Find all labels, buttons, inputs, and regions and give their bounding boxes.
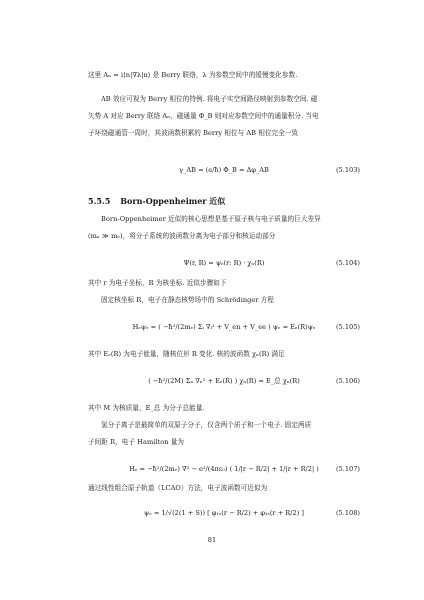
paragraph-h2-ion-line1: 氢分子离子是最简单的双原子分子，仅含两个质子和一个电子. 固定两质 [101, 421, 312, 429]
equation-body: Hₑψₑ = ( −ħ²/(2mₑ) Σᵢ ∇ᵢ² + V_en + V_ee ) ψₑ = Eₑ(R)ψₑ [132, 323, 316, 331]
equation-5-103 [88, 159, 360, 181]
equation-number: (5.103) [335, 166, 360, 174]
equation-5-107 [88, 458, 360, 480]
equation-5-104 [88, 252, 360, 274]
equation-number: (5.107) [335, 465, 360, 473]
equation-body: γ_AB = (e/ħ) Φ_B = Δφ_AB [179, 166, 269, 174]
paragraph-berry-connection: 这里 Aₙ = i⟨n|∇λ|n⟩ 是 Berry 联络，λ 为参数空间中的缓慢变化参数. [88, 71, 298, 79]
equation-body: ψₑ = 1/√(2(1 + S)) [ φ₁ₛ(r − R/2) + φ₁ₛ(r + R/2) ] [144, 509, 304, 517]
equation-number: (5.106) [335, 377, 360, 385]
equation-5-106 [88, 370, 360, 392]
paragraph-ab-line1: AB 效应可视为 Berry 相位的特例. 将电子实空间路径映射到参数空间. 磁 [101, 95, 318, 103]
paragraph-ab-line2: 矢势 A 对应 Berry 联络 Aₙ，磁通量 Φ_B 则对应参数空间中的通量积分. 当电 [88, 112, 319, 120]
section-number: 5.5.5 [88, 196, 111, 206]
paragraph-ab-line3: 子环绕磁通管一周时，其波函数积累的 Berry 相位与 AB 相位完全一致 [88, 129, 299, 137]
paragraph-h2-ion-line2: 子间距 R，电子 Hamilton 量为 [88, 438, 185, 446]
equation-body: ( −ħ²/(2M) Σₙ ∇ₙ² + Eₑ(R) ) χₙ(R) = E_总 χₙ(R) [148, 377, 300, 385]
paragraph-lcao: 通过线性组合原子轨道（LCAO）方法，电子波函数可近似为 [88, 484, 268, 492]
equation-number: (5.108) [335, 509, 360, 517]
equation-5-108 [88, 502, 360, 524]
paragraph-electron-energy: 其中 Eₑ(R) 为电子能量，随核位形 R 变化. 核的波函数 χₙ(R) 满足 [88, 350, 285, 358]
equation-number: (5.104) [335, 259, 360, 267]
section-title: Born-Oppenheimer 近似 [120, 196, 226, 206]
equation-number: (5.105) [335, 323, 360, 331]
paragraph-coordinates: 其中 r 为电子坐标，R 为核坐标. 近似步骤如下 [88, 279, 227, 287]
paragraph-bo-line2: (mₙ ≫ mₑ)，将分子系统的波函数分离为电子部分和核运动部分 [88, 232, 276, 240]
section-heading [88, 196, 225, 207]
page-number: 81 [207, 536, 217, 544]
equation-body: Ψ(r, R) = ψₑ(r; R) · χₙ(R) [183, 259, 265, 267]
paragraph-bo-line1: Born-Oppenheimer 近似的核心思想是基于原子核与电子质量的巨大差异 [101, 215, 321, 223]
paragraph-fixed-nuclei: 固定核坐标 R，电子在静态核势场中的 Schrödinger 方程 [101, 296, 275, 304]
paragraph-nuclear-mass: 其中 M 为核质量，E_总 为分子总能量. [88, 404, 205, 412]
equation-5-105 [88, 316, 360, 338]
equation-body: Hₑ = −ħ²/(2mₑ) ∇² − e²/(4πε₀) ( 1/|r − R/2| + 1/|r + R/2| ) [129, 465, 319, 473]
